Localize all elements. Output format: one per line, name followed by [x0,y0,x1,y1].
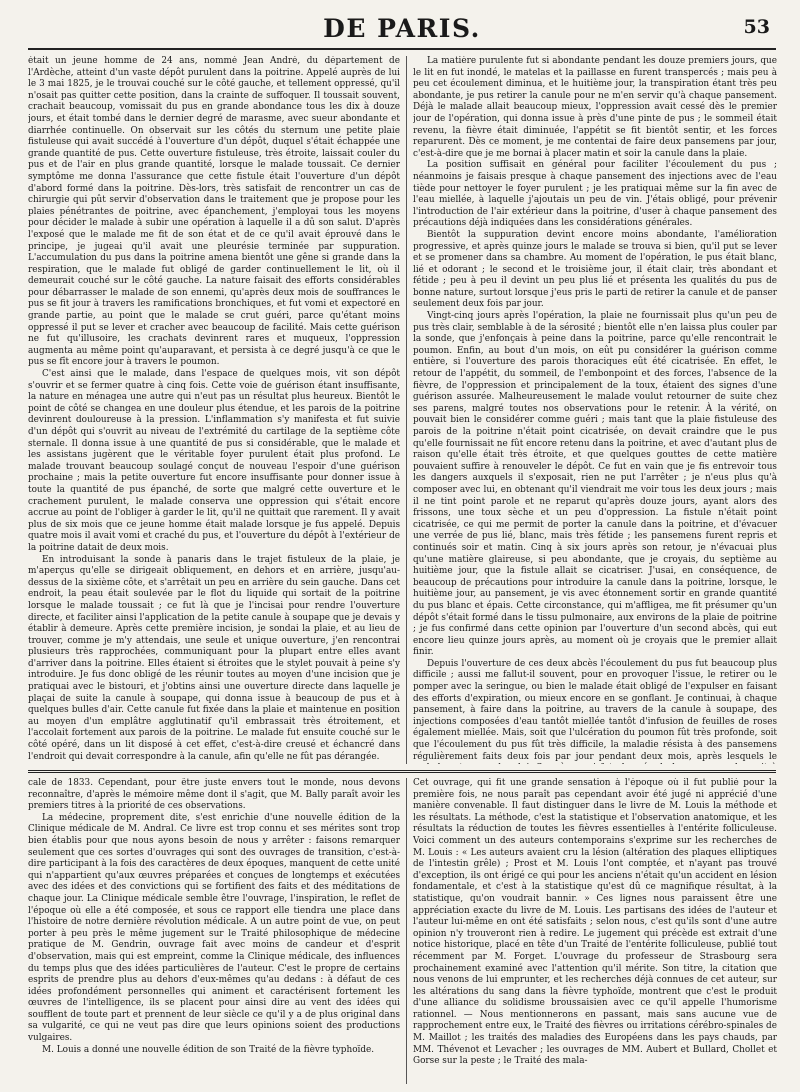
paragraph: C'est ainsi que le malade, dans l'espace de quelques mois, vit son dépôt s'ouvrir et se fermer quatre à cinq fois. Cette voie de guérison étant insuffisante, la nature en ménagea une autre qui n'eut pas un résultat plus heureux. Bientôt le point de côté se changea en une douleur plus étendue, et les parois de la poitrine devinrent douloureuse à la pression. L'inflammation s'y manifesta et fut suivie d'un dépôt qui s'ouvrit au niveau de l'extrémité du cartilage de la septième côte sternale. Il donna issue à une quantité de pus si considérable, que le malade et les assistans jugèrent que le véritable foyer purulent était plus profond. Le malade trouvant beaucoup soulagé conçut de nouveau l'espoir d'une guérison prochaine ; mais la petite ouverture fut encore insuffisante pour donner issue à toute la quantité de pus épanché, de sorte que malgré cette ouverture et le crachement purulent, le malade conserva une oppression qui s'était encore accrue au point de l'obliger à garder le lit, qu'il ne quittait que rarement. Il y avait plus de six mois que ce jeune homme était malade lorsque je fus appelé. Depuis quatre mois il avait vomi et craché du pus, et l'ouverture du dépôt à l'extérieur de la poitrine datait de deux mois. [28,369,400,553]
running-title: DE PARIS. [323,14,481,43]
paragraph: Cet ouvrage, qui fit une grande sensation à l'époque où il fut publié pour la première fois, ne nous paraît pas cependant avoir été jugé ni apprécié d'une manière convenable. Il faut distinguer dans le livre de M. Louis la méthode et les résultats. La méthode, c'est la statistique et l'observation anatomique, et les résultats la réduction de toutes les fièvres essentielles à l'entérite folliculeuse. Voici comment un des auteurs contemporains s'exprime sur les recherches de M. Louis : « Les auteurs avaient cru la lésion (altération des plaques elliptiques de l'intestin grêle) ; Prost et M. Louis l'ont comptée, et n'ayant pas trouvé d'exception, ils ont érigé ce qui pour les anciens n'était qu'un accident en lésion fondamentale, et c'est à la statistique qu'est dû ce magnifique résultat, à la statistique, qu'on voudrait bannir. » Ces lignes nous paraissent être une appréciation exacte du livre de M. Louis. Les partisans des idées de l'auteur et l'auteur lui-même en ont été satisfaits ; selon nous, c'est qu'ils sont d'une autre opinion n'y trouveront rien à redire. Le jugement qui précède est extrait d'une notice historique, placé en tête d'un Traité de l'entérite folliculeuse, publié tout récemment par M. Forget. L'ouvrage du professeur de Strasbourg sera prochainement examiné avec l'attention qu'il mérite. Son titre, la citation que nous venons de lui emprunter, et les recherches déjà connues de cet auteur, sur les altérations du sang dans la fièvre typhoïde, montrent que c'est le produit d'une alliance du solidisme broussaisien avec ce qu'il appelle l'humorisme rationnel. — Nous mentionnerons en passant, mais sans aucune vue de rapprochement entre eux, le Traité des fièvres ou irritations cérébro-spinales de M. Maillot ; les traités des maladies des Européens dans les pays chauds, par MM. Thévenot et Levacher ; les ouvrages de MM. Aubert et Bullard, Chollet et Gorse sur la peste ; le Traité des mala- [413,778,777,1067]
header-rule [28,48,776,50]
section-divider [28,770,776,773]
bottom-left-column [28,778,400,1084]
top-right-column [413,56,777,764]
paragraph: était un jeune homme de 24 ans, nommé Jean André, du département de l'Ardèche, atteint d'un vaste dépôt purulent dans la poitrine. Appelé auprès de lui le 3 mai 1825, je le trouvai couché sur le côté gauche, et tellement oppressé, qu'il n'osait pas quitter cette position, dans la crainte de suffoquer. Il toussait souvent, crachait beaucoup, vomissait du pus en grande abondance tous les dix à douze jours, et était tombé dans le dernier degré de marasme, avec sueur abondante et diarrhée continuelle. On observait sur les côtés du sternum une petite plaie fistuleuse qui avait succédé à l'ouverture d'un dépôt, duquel s'était échappée une grande quantité de pus. Cette ouverture fistuleuse, très étroite, laissait couler du pus et de l'air en plus grande quantité, lorsque le malade toussait. Ce dernier symptôme me donna l'assurance que cette fistule était l'ouverture d'un dépôt d'abord formé dans la poitrine. Dès-lors, très satisfait de rencontrer un cas de chirurgie qui pût servir d'observation dans le traitement que je propose pour les plaies pénétrantes de poitrine, avec épanchement, j'employai tous les moyens pour décider le malade à subir une opération à laquelle il a dû son salut. D'après l'exposé que le malade me fit de son état et de ce qu'il avait éprouvé dans le principe, je jugeai qu'il avait une pleurésie terminée par suppuration. L'accumulation du pus dans la poitrine amena bientôt une gêne si grande dans la respiration, que le malade fut obligé de garder continuellement le lit, où il demeurait couché sur le côté gauche. La nature faisait des efforts considérables pour débarrasser le malade de son ennemi, qu'après deux mois de souffrances le pus se fit jour à travers les ramifications bronchiques, et fut vomi et expectoré en grande partie, au point que le malade se crut guéri, parce qu'étant moins oppressé il put se lever et cracher avec beaucoup de facilité. Mais cette guérison ne fut qu'illusoire, les crachats devinrent rares et muqueux, l'oppression augmenta au même point qu'auparavant, et persista à ce degré jusqu'à ce que le pus se fît encore jour à travers le poumon. [28,56,400,368]
column-divider [406,56,407,764]
paragraph: En introduisant la sonde à panaris dans le trajet fistuleux de la plaie, je m'aperçus qu'elle se dirigeait obliquement, en dehors et en arrière, jusqu'au-dessus de la sixième côte, et s'arrêtait un peu en arrière du sein gauche. Dans cet endroit, la peau était soulevée par le flot du liquide qui sortait de la poitrine lorsque le malade toussait ; ce fut là que je l'incisai pour rendre l'ouverture directe, et faciliter ainsi l'application de la petite canule à soupape que je devais y établir à demeure. Après cette première incision, je sondai la plaie, et au lieu de trouver, comme je m'y attendais, une seule et unique ouverture, j'en rencontrai plusieurs très rapprochées, communiquant pour la plupart entre elles avant d'arriver dans la poitrine. Elles étaient si étroites que le stylet pouvait à peine s'y introduire. Je fus donc obligé de les réunir toutes au moyen d'une incision que je pratiquai avec le bistouri, et j'obtins ainsi une ouverture directe dans laquelle je plaçai de suite la canule à soupape, qui donna issue à beaucoup de pus et à quelques bulles d'air. Cette canule fut fixée dans la plaie et maintenue en position au moyen d'un emplâtre agglutinatif qu'il embrassait très étroitement, et l'accolait fortement aux parois de la poitrine. Le malade fut ensuite couché sur le côté opéré, dans un lit disposé à cet effet, c'est-à-dire creusé et échancré dans l'endroit qui devait correspondre à la canule, afin qu'elle ne fût pas dérangée. [28,554,400,762]
paragraph: M. Louis a donné une nouvelle édition de son Traité de la fièvre typhoïde. [42,1044,375,1055]
bottom-right-column [413,778,777,1084]
page-header [28,14,776,48]
paragraph: La matière purulente fut si abondante pendant les douze premiers jours, que le lit en fut inondé, le matelas et la paillasse en furent transpercés ; mais peu à peu cet écoulement diminua, et le huitième jour, la transpiration étant très peu abondante, je pus retirer la canule pour ne m'en servir qu'à chaque pansement. Déjà le malade allait beaucoup mieux, l'oppression avait cessé dès le premier jour de l'opération, qui donna issue à près d'une pinte de pus ; le sommeil était revenu, la fièvre était diminuée, l'appétit se fit bientôt sentir, et les forces reparurent. Dès ce moment, je me contentai de faire deux pansemens par jour, c'est-à-dire que je me bornai à placer matin et soir la canule dans la plaie. [413,56,777,159]
top-left-column [28,56,400,764]
paragraph: Bientôt la suppuration devint encore moins abondante, l'amélioration progressive, et après quinze jours le malade se trouva si bien, qu'il put se lever et se promener dans sa chambre. Au moment de l'opération, le pus était blanc, lié et odorant ; le second et le troisième jour, il était clair, très abondant et fétide ; peu à peu il devint un peu plus lié et présenta les qualités du pus de bonne nature, surtout lorsque j'eus pris le parti de retirer la canule et de panser seulement deux fois par jour. [413,229,777,310]
paragraph: cale de 1833. Cependant, pour être juste envers tout le monde, nous devons reconnaître, d'après le mémoire même dont il s'agit, que M. Bally paraît avoir les premiers titres à la priorité de ces observations. [28,778,400,812]
paragraph: Depuis l'ouverture de ces deux abcès l'écoulement du pus fut beaucoup plus difficile ; aussi me fallut-il souvent, pour en provoquer l'issue, le retirer ou le pomper avec la seringue, ou bien le malade était obligé de l'expulser en faisant des efforts d'expiration, ou mieux encore en se gonflant. Je continuai, à chaque pansement, à faire dans la poitrine, au travers de la canule à soupape, des injections composées d'eau tantôt miellée tantôt d'infusion de feuilles de roses également miellée. Mais, soit que l'ulcération du poumon fût très profonde, soit que l'écoulement du pus fût très difficile, la maladie résista à des pansemens régulièrement faits deux fois par jour pendant deux mois, après lesquels le [413,658,777,762]
paragraph: Vingt-cinq jours après l'opération, la plaie ne fournissait plus qu'un peu de pus très clair, semblable à de la sérosité ; bientôt elle n'en laissa plus couler par la sonde, que j'enfonçais à peine dans la poitrine, parce qu'elle rencontrait le poumon. Enfin, au bout d'un mois, on eût pu considérer la guérison comme entière, si l'ouverture des parois thoraciques eût été cicatrisée. En effet, le retour de l'appétit, du sommeil, de l'embonpoint et des forces, l'absence de la fièvre, de l'oppression et principalement de la toux, étaient des signes d'une guérison assurée. Malheureusement le malade voulut retourner de suite chez ses parens, malgré toutes nos observations pour le retenir. À la vérité, on pouvait bien le considérer comme guéri ; mais tant que la plaie fistuleuse des parois de la poitrine n'était point cicatrisée, on devait craindre que le pus qu'elle fournissait ne fût encore retenu dans la poitrine, et avec d'autant plus de raison qu'elle était très étroite, et que quelques gouttes de cette matière pouvaient suffire à renouveler le dépôt. Ce fut en vain que je fis entrevoir tous les dangers auxquels il s'exposait, rien ne put l'arrêter ; je n'eus plus qu'à composer avec lui, en obtenant qu'il viendrait me voir tous les deux jours ; mais il ne tint point parole et ne reparut qu'après douze jours, ayant alors des frissons, une toux sèche et un peu d'oppression. La fistule n'était point cicatrisée, ce qui me permit de porter la canule dans la poitrine, et d'évacuer une verrée de pus lié, blanc, mais très fétide ; les pansemens furent repris et continués soir et matin. Cinq à six jours après son retour, je n'évacuai plus qu'une matière glaireuse, si peu abondante, que je croyais, du septième au huitième jour, que la fistule allait se cicatriser. J'usai, en conséquence, de beaucoup de précautions pour introduire la canule dans la poitrine, lorsque, le huitième jour, au pansement, je vis avec étonnement sortir en grande quantité du pus blanc et épais. Cette circonstance, qui m'affligea, me fit présumer qu'un dépôt s'était formé dans le tissu pulmonaire, aux environs de la plaie de poitrine ; je fus confirmé dans cette opinion par l'ouverture d'un second abcès, qui eut encore lieu quinze jours après, au moment où je croyais que le premier allait finir. [413,311,777,658]
column-divider [406,778,407,1084]
paragraph: La position suffisait en général pour faciliter l'écoulement du pus ; néanmoins je faisais presque à chaque pansement des injections avec de l'eau tiède pour nettoyer le foyer purulent ; je les pratiquai même sur la fin avec de l'eau miellée, à laquelle j'ajoutais un peu de vin. J'étais obligé, pour prévenir l'introduction de l'air extérieur dans la poitrine, d'user à chaque pansement des précautions déjà indiquées dans les considérations générales. [413,160,777,229]
paragraph: La médecine, proprement dite, s'est enrichie d'une nouvelle édition de la Clinique médicale de M. Andral. Ce livre est trop connu et ses mérites sont trop bien établis pour que nous ayons besoin de nous y arrêter : faisons remarquer seulement que ces sortes d'ouvrages qui sont des ouvrages de transition, c'est-à-dire participant à la fois des caractères de deux époques, manquent de cette unité qui n'appartient qu'aux œuvres préparées et conçues de longtemps et exécutées avec des idées et des convictions qui se fortifient des faits et des méditations de chaque jour. La Clinique médicale semble être l'ouvrage, l'inspiration, le reflet de l'époque où elle a été composée, et sous ce rapport elle tiendra une place dans l'histoire de notre dernière révolution médicale. A un autre point de vue, on peut porter à peu près le même jugement sur le Traité philosophique de médecine pratique de M. Gendrin, ouvrage fait avec moins de candeur et d'esprit d'observation, mais qui est empreint, comme la Clinique médicale, des influences du temps plus que des idées particulières de l'auteur. C'est le propre de certains esprits de prendre plus au dehors d'eux-mêmes qu'au dedans : à défaut de ces idées profondément personnelles qui animent et caractérisent fortement les œuvres de l'intelligence, ils se placent pour ainsi dire au vent des idées qui soufflent de toute part et prennent de leur siècle ce qu'il y a de plus original dans sa vulgarité, ce qui ne veut pas dire que leurs opinions soient des productions vulgaires. [28,812,400,1044]
page-number: 53 [743,16,770,38]
